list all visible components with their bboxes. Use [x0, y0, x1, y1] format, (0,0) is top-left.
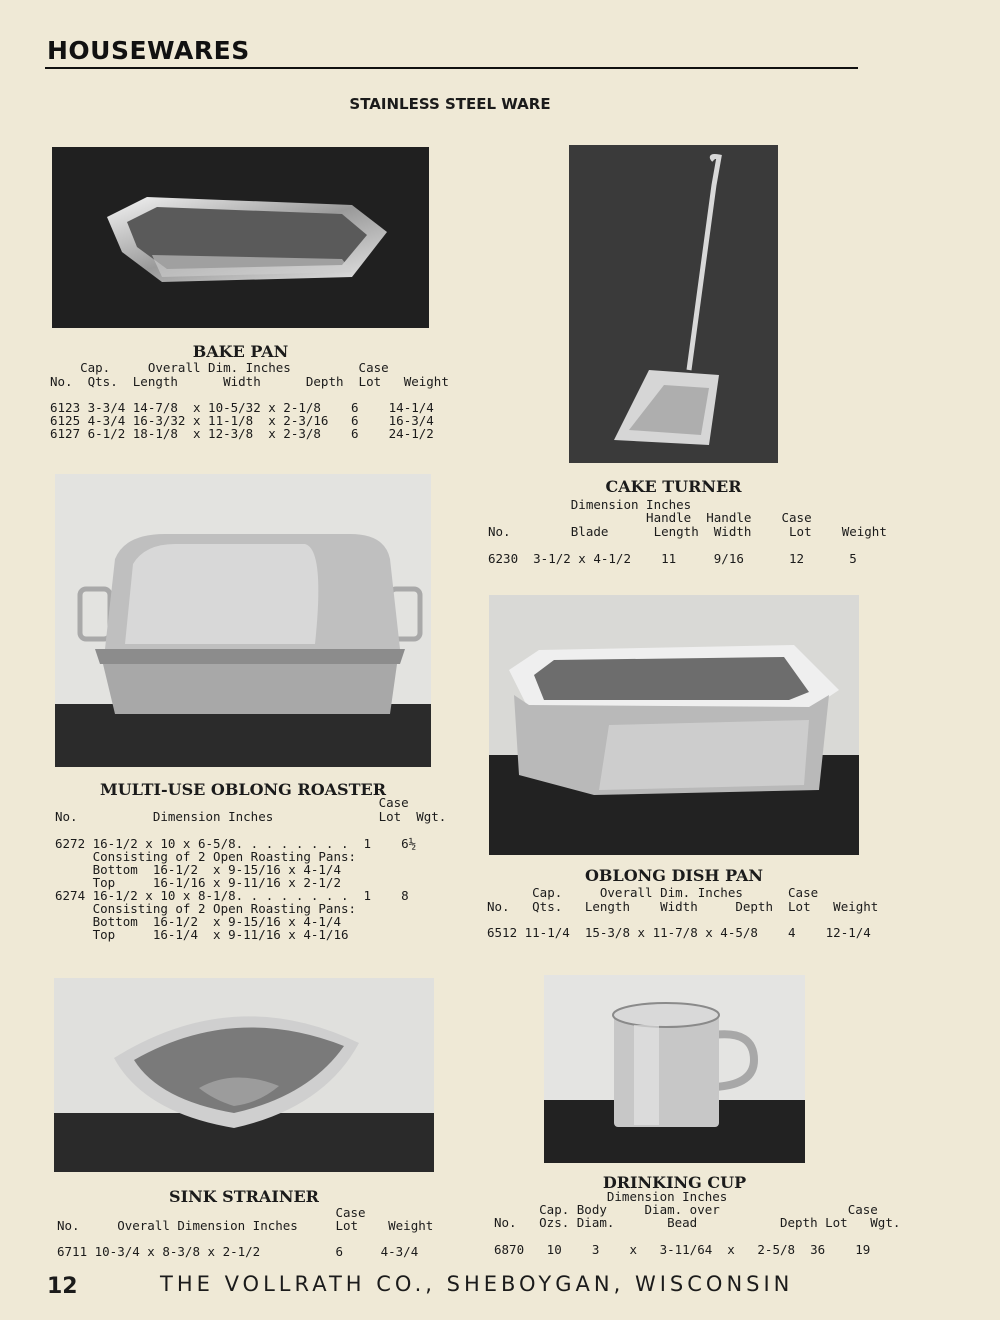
company-footer: THE VOLLRATH CO., SHEBOYGAN, WISCONSIN	[160, 1272, 794, 1296]
drinking-cup-row: 6870 10 3 x 3-11/64 x 2-5/8 36 19	[494, 1242, 871, 1257]
page-number: 12	[47, 1274, 78, 1299]
bake-pan-head-2: No. Qts. Length Width Depth Lot Weight	[50, 374, 449, 389]
roaster-line: Bottom 16-1/2 x 9-15/16 x 4-1/4	[55, 862, 341, 877]
roaster-line: Top 16-1/4 x 9-11/16 x 4-1/16	[55, 927, 349, 942]
roaster-photo	[55, 474, 431, 767]
cake-turner-row: 6230 3-1/2 x 4-1/2 11 9/16 12 5	[488, 551, 857, 566]
roaster-line: Top 16-1/16 x 9-11/16 x 2-1/2	[55, 875, 341, 890]
roaster-line: Bottom 16-1/2 x 9-15/16 x 4-1/4	[55, 914, 341, 929]
cake-turner-head-2: Handle Handle Case	[488, 510, 812, 525]
cake-turner-title: CAKE TURNER	[605, 477, 742, 496]
section-title: STAINLESS STEEL WARE	[349, 95, 551, 113]
sink-strainer-title: SINK STRAINER	[169, 1187, 319, 1206]
sink-strainer-row: 6711 10-3/4 x 8-3/8 x 2-1/2 6 4-3/4	[57, 1244, 419, 1259]
drinking-cup-title: DRINKING CUP	[602, 1173, 747, 1192]
roaster-title: MULTI-USE OBLONG ROASTER	[99, 780, 387, 799]
drinking-cup-head-2: Cap. Body Diam. over Case	[494, 1202, 878, 1217]
roaster-line: 6274 16-1/2 x 10 x 8-1/8. . . . . . . . 1 8	[55, 888, 409, 903]
roaster-line: Consisting of 2 Open Roasting Pans:	[55, 849, 357, 864]
drinking-cup-photo	[544, 975, 805, 1163]
roaster-line: 6272 16-1/2 x 10 x 6-5/8. . . . . . . . 1 6½	[55, 836, 417, 851]
bake-pan-head-1: Cap. Overall Dim. Inches Case	[50, 360, 389, 375]
bake-pan-row: 6125 4-3/4 16-3/32 x 11-1/8 x 2-3/16 6 16-3/4	[50, 413, 434, 428]
dish-pan-title: OBLONG DISH PAN	[584, 866, 763, 885]
sink-strainer-photo	[54, 978, 434, 1172]
header-rule	[45, 67, 858, 69]
bake-pan-row: 6123 3-3/4 14-7/8 x 10-5/32 x 2-1/8 6 14-1/4	[50, 400, 434, 415]
roaster-line: Consisting of 2 Open Roasting Pans:	[55, 901, 357, 916]
bake-pan-photo	[52, 147, 429, 328]
dish-pan-row: 6512 11-1/4 15-3/8 x 11-7/8 x 4-5/8 4 12-1/4	[487, 925, 871, 940]
cake-turner-photo	[569, 145, 778, 463]
page-heading: HOUSEWARES	[47, 36, 250, 65]
cake-turner-head-3: No. Blade Length Width Lot Weight	[488, 524, 887, 539]
sink-strainer-head-2: No. Overall Dimension Inches Lot Weight	[57, 1218, 434, 1233]
drinking-cup-head-1: Dimension Inches	[494, 1189, 728, 1204]
sink-strainer-head-1: Case	[57, 1205, 366, 1220]
drinking-cup-head-3: No. Ozs. Diam. Bead Depth Lot Wgt.	[494, 1215, 901, 1230]
roaster-head-1: Case	[55, 795, 409, 810]
bake-pan-title: BAKE PAN	[192, 342, 289, 361]
roaster-head-2: No. Dimension Inches Lot Wgt.	[55, 809, 447, 824]
dish-pan-head-2: No. Qts. Length Width Depth Lot Weight	[487, 899, 879, 914]
dish-pan-head-1: Cap. Overall Dim. Inches Case	[487, 885, 819, 900]
dish-pan-photo	[489, 595, 859, 855]
bake-pan-row: 6127 6-1/2 18-1/8 x 12-3/8 x 2-3/8 6 24-1/2	[50, 426, 434, 441]
cake-turner-head-1: Dimension Inches	[488, 497, 692, 512]
